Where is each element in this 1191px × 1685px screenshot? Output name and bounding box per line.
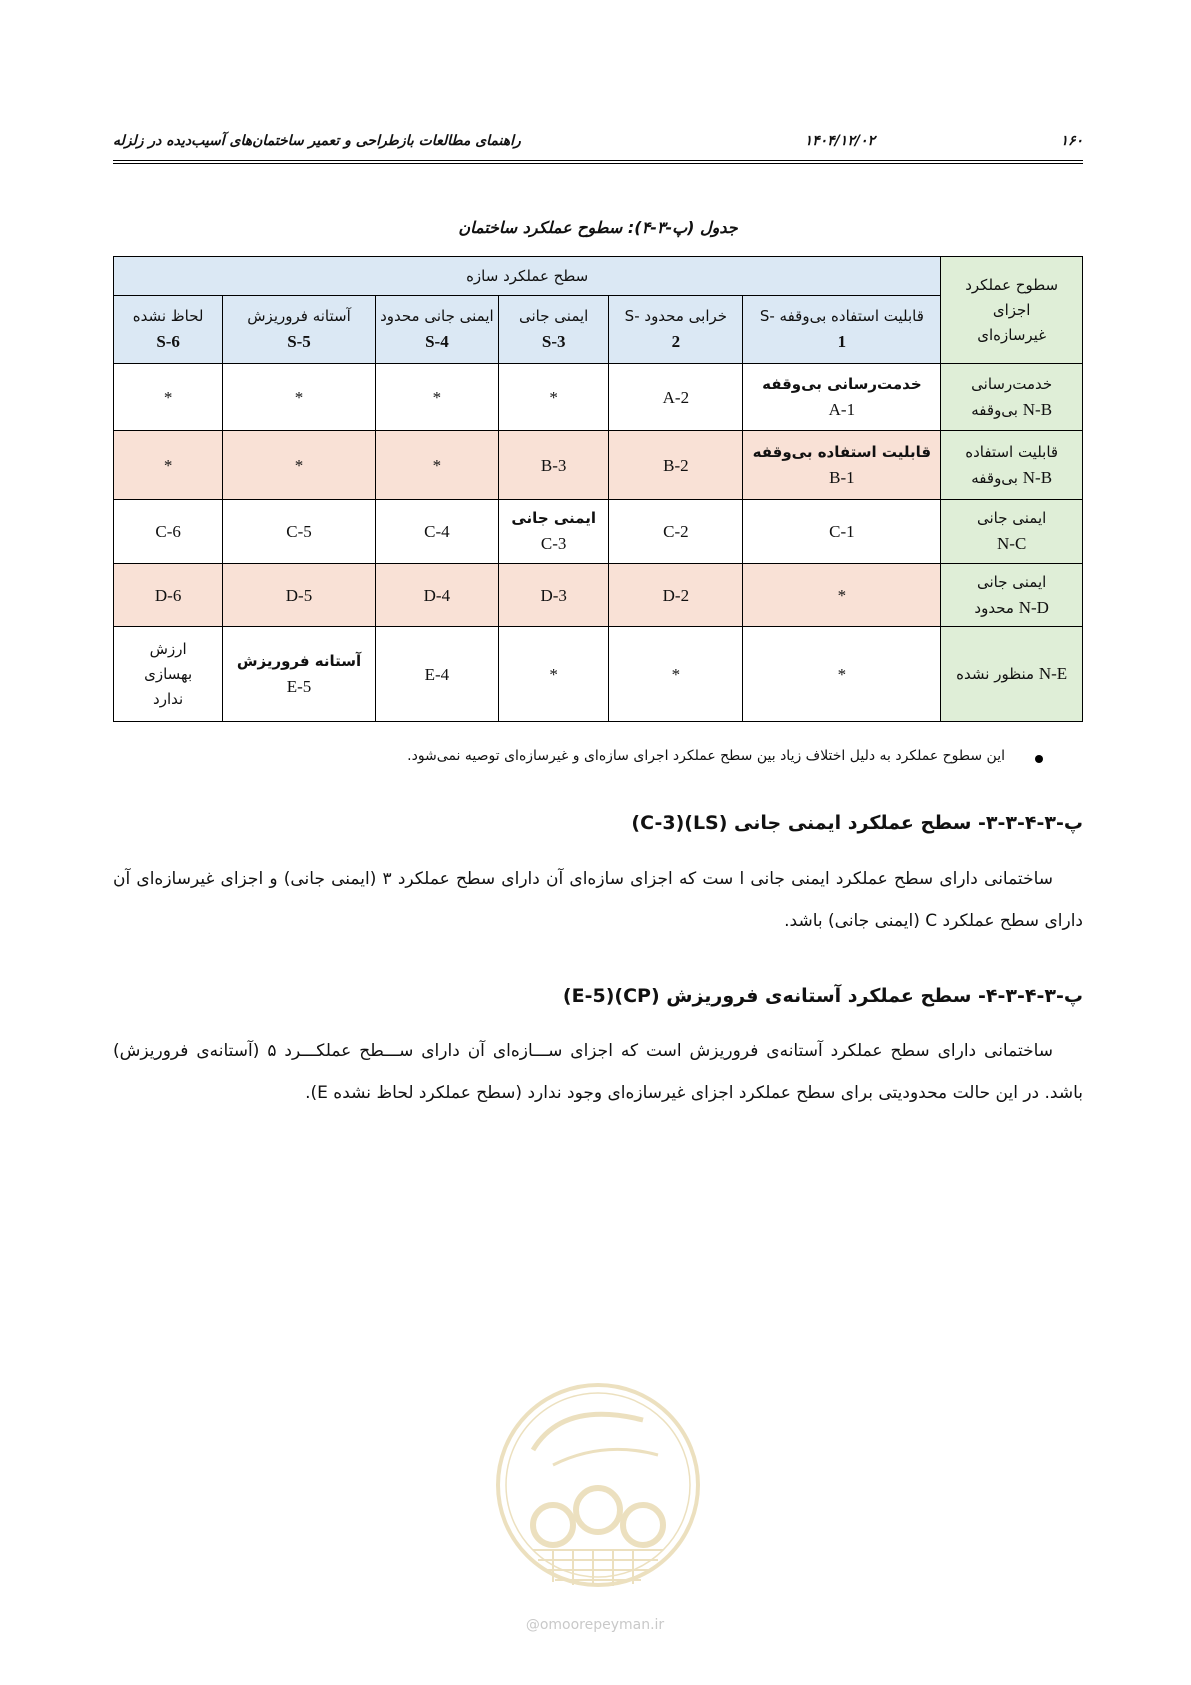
table-cell: * [609,627,743,722]
paragraph: ساختمانی دارای سطح عملکرد ایمنی جانی ا ست که اجزای سازه‌ای آن دارای سطح عملکرد ۳ (ایمنی جانی) و اجزای غیرسازه‌ای آن دارای سطح عملکرد C (ایمنی جانی) باشد. [113,869,1083,931]
table-cell: * [223,431,375,500]
column-header: آستانه فروریزش S-5 [223,296,375,364]
header-title: راهنمای مطالعات بازطراحی و تعمیر ساختمان‌های آسیب‌دیده در زلزله [113,133,521,149]
table-cell: * [375,364,498,431]
note-text: این سطوح عملکرد به دلیل اختلاف زیاد بین سطح عملکرد اجرای سازه‌ای و غیرسازه‌ای توصیه نمی‌شود. [407,748,1005,764]
page-number: ۱۶۰ [1060,133,1083,149]
table-cell: * [743,564,941,627]
table-cell: C-2 [609,500,743,564]
watermark-url: @omoorepeyman.ir [525,1617,665,1633]
table-cell: * [223,364,375,431]
table-cell: * [114,364,223,431]
table-cell: B-3 [499,431,609,500]
table-cell: * [499,627,609,722]
table-row [114,364,1083,431]
table-cell: A-2 [609,364,743,431]
table-cell: * [499,364,609,431]
column-header: ایمنی جانی محدود S-4 [375,296,498,364]
row-label: ایمنی جانی N-C [941,500,1083,564]
table-cell: B-2 [609,431,743,500]
table-cell: قابلیت استفاده بی‌وقفه B-1 [743,431,941,500]
table-cell: خدمت‌رسانی بی‌وقفه A-1 [743,364,941,431]
table-cell: آستانه فروریزش E-5 [223,627,375,722]
table-cell: C-5 [223,500,375,564]
table-cell: C-4 [375,500,498,564]
table-row [114,431,1083,500]
watermark-logo [493,1360,703,1620]
table-cell: * [743,627,941,722]
column-header: لحاظ نشده S-6 [114,296,223,364]
performance-levels-table [113,256,1083,722]
header-rule [113,160,1083,161]
section-heading: پ-۳-۴-۳-۳- سطح عملکرد ایمنی جانی (LS)(C-3) [631,812,1083,834]
bullet-icon [1035,755,1043,763]
column-header: قابلیت استفاده بی‌وقفه -S 1 [743,296,941,364]
column-header: خرابی محدود -S 2 [609,296,743,364]
row-label: خدمت‌رسانی N-B بی‌وقفه [941,364,1083,431]
header-rule-thin [113,163,1083,164]
table-cell: C-1 [743,500,941,564]
table-cell: D-4 [375,564,498,627]
table-note [113,748,1083,772]
table-cell: D-5 [223,564,375,627]
row-header-title: سطوح عملکرد اجزای غیرسازه‌ای [965,275,1059,344]
structural-header-cell [114,257,941,296]
column-header: ایمنی جانی S-3 [499,296,609,364]
row-label: قابلیت استفاده N-B بی‌وقفه [941,431,1083,500]
header-date: ۱۴۰۴/۱۲/۰۲ [804,133,875,149]
table-row [114,500,1083,564]
table-cell: C-6 [114,500,223,564]
table-cell: D-3 [499,564,609,627]
section-heading: پ-۳-۴-۳-۴- سطح عملکرد آستانه‌ی فروریزش (CP)(E-5) [562,985,1083,1007]
row-header-title-cell [941,257,1083,364]
column-headers-row [114,296,1083,364]
table-cell: * [375,431,498,500]
running-header [113,128,1083,158]
paragraph: ساختمانی دارای سطح عملکرد آستانه‌ی فروریزش است که اجزای ســـازه‌ای آن دارای ســـطح عملکـــرد ۵ (آستانه‌ی فروریزش) باشد. در این حالت محدودیتی برای سطح عملکرد اجزای غیرسازه‌ای وجود ندارد (سطح عملکرد لحاظ نشده E). [113,1041,1083,1103]
table-cell: * [114,431,223,500]
table-cell: E-4 [375,627,498,722]
table-cell: ایمنی جانی C-3 [499,500,609,564]
table-row [114,627,1083,722]
table-cell: D-6 [114,564,223,627]
table-cell: ارزش بهسازی ندارد [114,627,223,722]
table-cell: D-2 [609,564,743,627]
table-row [114,564,1083,627]
row-label: N-E منظور نشده [941,627,1083,722]
structural-header: سطح عملکرد سازه [466,266,589,285]
row-label: ایمنی جانی N-D محدود [941,564,1083,627]
table-caption: جدول (پ-۳-۴): سطوح عملکرد ساختمان [458,218,738,237]
